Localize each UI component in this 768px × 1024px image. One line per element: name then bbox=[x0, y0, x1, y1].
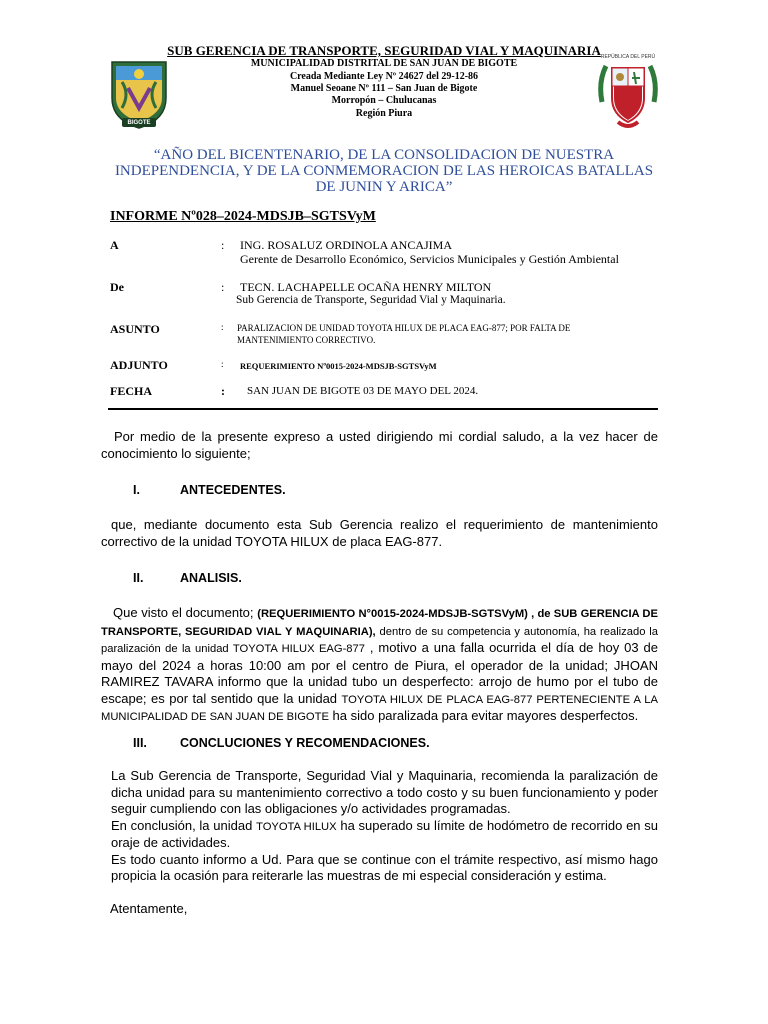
intro-paragraph: Por medio de la presente expreso a usted dirigiendo mi cordial saludo, a la vez hacer de conocimiento lo siguiente; bbox=[101, 429, 658, 461]
field-a-label: A bbox=[110, 238, 119, 252]
field-fecha-label: FECHA bbox=[110, 384, 152, 398]
s2-part-5: , motivo a una falla ocurrida el día de hoy 03 de mayo del 2024 a horas 10:00 am por el centro de Piura, el operador de la unidad; JHOAN RAMIREZ TAVARA informo que la unidad tubo un desperfecto: arrojo de humo por el tubo de escape; es por tal sentido que la unidad bbox=[101, 640, 659, 706]
s2-part-7: ha sido paralizada para evitar mayores desperfectos. bbox=[328, 708, 639, 723]
field-fecha-colon: : bbox=[221, 384, 225, 398]
field-a-colon: : bbox=[221, 238, 225, 252]
section-2-title: ANALISIS. bbox=[180, 571, 242, 585]
field-adjunto-label: ADJUNTO bbox=[110, 358, 168, 372]
municipal-logo-text: BIGOTE bbox=[127, 120, 151, 126]
s2-part-1: Que visto el documento; bbox=[113, 605, 258, 620]
section-3-number: III. bbox=[133, 736, 147, 750]
section-1-title: ANTECEDENTES. bbox=[180, 483, 286, 497]
field-asunto-line-2: MANTENIMIENTO CORRECTIVO. bbox=[237, 335, 376, 345]
header-line-4: Morropón – Chulucanas bbox=[331, 95, 437, 106]
header-line-2: Creada Mediante Ley Nº 24627 del 29-12-86 bbox=[289, 71, 479, 82]
peru-shield-text: REPÚBLICA DEL PERÚ bbox=[600, 54, 656, 60]
section-1-body: que, mediante documento esta Sub Gerencia realizo el requerimiento de mantenimiento correctivo de la unidad TOYOTA HILUX de placa EAG-877. bbox=[101, 517, 658, 549]
s2-part-4: TOYOTA HILUX EAG-877 bbox=[232, 643, 365, 655]
header-line-5: Región Piura bbox=[355, 108, 413, 119]
field-a-name: ING. ROSALUZ ORDINOLA ANCAJIMA bbox=[240, 238, 453, 252]
s3-p2-part-2: TOYOTA HILUX bbox=[256, 820, 337, 833]
header-line-3: Manuel Seoane Nº 111 – San Juan de Bigote bbox=[290, 83, 478, 94]
field-fecha-value: SAN JUAN DE BIGOTE 03 DE MAYO DEL 2024. bbox=[247, 385, 479, 397]
section-2-number: II. bbox=[133, 571, 144, 585]
s2-part-6: TOYOTA HILUX DE PLACA EAG-877 PERTENECIENTE A LA MUNICIPALIDAD DE SAN JUAN DE BIGOTE bbox=[101, 693, 658, 723]
header-divider bbox=[108, 408, 658, 410]
s3-paragraph-1: La Sub Gerencia de Transporte, Seguridad Vial y Maquinaria, recomienda la paralización de dicha unidad para su mantenimiento correctivo a todo costo y su buen funcionamiento y poder seguir cumpliendo con las obligaciones y/o actividades programadas. bbox=[111, 768, 658, 816]
field-de-colon: : bbox=[221, 280, 225, 294]
s2-part-2: (REQUERIMIENTO N°0015-2024-MDSJB-SGTSVyM) , de SUB GERENCIA DE TRANSPORTE, SEGURIDAD VIAL Y MAQUINARIA), bbox=[101, 608, 658, 638]
s3-paragraph-2 bbox=[111, 818, 658, 852]
field-adjunto-colon: : bbox=[221, 359, 224, 369]
field-de-name: TECN. LACHAPELLE OCAÑA HENRY MILTON bbox=[240, 280, 492, 294]
s3-paragraph-3: Es todo cuanto informo a Ud. Para que se continue con el trámite respectivo, así mismo hago propicia la ocasión para reiterarle las muestras de mi especial consideración y estima. bbox=[111, 851, 658, 883]
section-3-body bbox=[101, 768, 658, 885]
year-motto: “AÑO DEL BICENTENARIO, DE LA CONSOLIDACION DE NUESTRA INDEPENDENCIA, Y DE LA CONMEMORACION DE LAS HEROICAS BATALLAS DE JUNIN Y ARICA” bbox=[114, 147, 654, 195]
municipal-logo bbox=[108, 58, 170, 130]
field-a-role: Gerente de Desarrollo Económico, Servicios Municipales y Gestión Ambiental bbox=[240, 252, 619, 266]
s3-p2-part-1: En conclusión, la unidad bbox=[111, 817, 257, 833]
header-title: SUB GERENCIA DE TRANSPORTE, SEGURIDAD VIAL Y MAQUINARIA bbox=[167, 43, 601, 58]
s2-part-3: dentro de su competencia y autonomía, ha realizado la paralización de la unidad bbox=[101, 625, 658, 655]
header-line-1: MUNICIPALIDAD DISTRITAL DE SAN JUAN DE BIGOTE bbox=[250, 58, 518, 69]
informe-number: INFORME Nº028–2024-MDSJB–SGTSVyM bbox=[110, 209, 376, 224]
field-de-role: Sub Gerencia de Transporte, Seguridad Vial y Maquinaria. bbox=[236, 294, 506, 306]
field-asunto-line-1: PARALIZACION DE UNIDAD TOYOTA HILUX DE PLACA EAG-877; POR FALTA DE bbox=[237, 323, 571, 333]
closing-text: Atentamente, bbox=[110, 901, 188, 916]
section-3-title: CONCLUCIONES Y RECOMENDACIONES. bbox=[180, 736, 430, 750]
s3-p2-part-3: ha superado su límite de hodómetro de recorrido en su oraje de actividades. bbox=[111, 817, 658, 850]
peru-shield-logo bbox=[596, 52, 660, 132]
section-1-number: I. bbox=[133, 483, 140, 497]
field-de-label: De bbox=[110, 280, 124, 294]
field-asunto-label: ASUNTO bbox=[110, 322, 160, 336]
field-asunto-colon: : bbox=[221, 322, 224, 332]
section-2-body bbox=[101, 605, 658, 726]
field-adjunto-value: REQUERIMIENTO Nº0015-2024-MDSJB-SGTSVyM bbox=[240, 361, 437, 371]
